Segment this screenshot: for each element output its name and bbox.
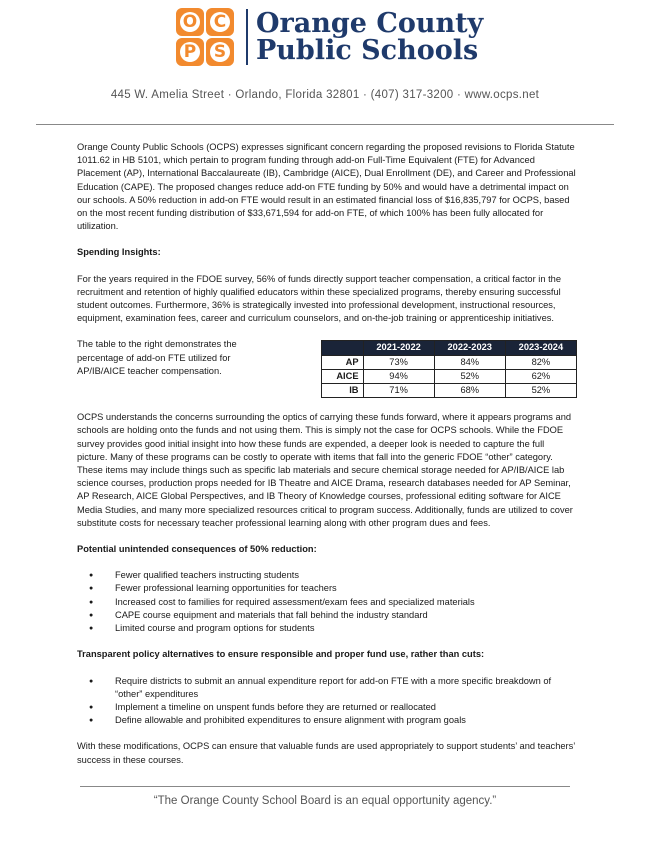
- table-row: [322, 384, 577, 398]
- table-cell: 71%: [363, 384, 434, 398]
- spending-insights-section: [77, 246, 577, 325]
- list-item: ● Implement a timeline on unspent funds before they are returned or reallocated: [115, 701, 577, 714]
- table-header-row: [322, 341, 577, 355]
- closing-paragraph: With these modifications, OCPS can ensure that valuable funds are used appropriately to support students’ and teachers’ success in these courses.: [77, 741, 576, 765]
- organization-name-line2: Public Schools: [256, 35, 479, 66]
- ocps-logo: [176, 8, 483, 66]
- list-item: ● Define allowable and prohibited expenditures to ensure alignment with program goals: [115, 714, 577, 727]
- table-header-corner: [322, 341, 364, 355]
- table-header-cell: 2023-2024: [505, 341, 576, 355]
- table-intro-text: The table to the right demonstrates the percentage of add-on FTE utilized for AP/IB/AICE teacher compensation.: [77, 339, 237, 376]
- list-item: ● Require districts to submit an annual expenditure report for add-on FTE with a more specific breakdown of “other” expenditures: [115, 675, 577, 701]
- spending-insights-text: For the years required in the FDOE survey, 56% of funds directly support teacher compensation, a critical factor in the recruitment and retention of highly qualified educators within these specialized programs, thereby ensuring successful student outcomes. Furthermore, 36% is strategically invested into professional development, instructional resources, equipment, examination fees, career and curriculum counselors, and on-the-job training or apprenticeship initiatives.: [77, 273, 562, 324]
- intro-paragraph: Orange County Public Schools (OCPS) expresses significant concern regarding the proposed revisions to Florida Statute 1011.62 in HB 5101, which pertain to program funding through add-on Full-Time Equivalent (FTE) for Advanced Placement (AP), International Baccalaureate (IB), Cambridge (AICE), Dual Enrollment (DE), and Career and Professional Education (CAPE). The proposed changes reduce add-on FTE funding by 50% and would have a detrimental impact on our schools. A 50% reduction in add-on FTE would result in an estimated financial loss of $16,835,797 for OCPS, based on the most recent funding distribution of $33,671,594 for add-on FTE, of which 100% has been fully allocated for utilization.: [77, 142, 576, 232]
- document-body: [77, 141, 577, 780]
- table-section: [77, 338, 577, 398]
- table-cell: 68%: [434, 384, 505, 398]
- table-header-cell: 2022-2023: [434, 341, 505, 355]
- compensation-table: [321, 340, 577, 398]
- logo-letter-c: C: [206, 8, 234, 36]
- table-row-label: AP: [322, 355, 364, 369]
- table-cell: 62%: [505, 369, 576, 383]
- spending-insights-heading: Spending Insights:: [77, 247, 161, 258]
- consequences-section: [77, 543, 577, 635]
- table-row-label: AICE: [322, 369, 364, 383]
- list-item: ● CAPE course equipment and materials that fall behind the industry standard: [115, 609, 577, 622]
- table-row: [322, 355, 577, 369]
- table-cell: 82%: [505, 355, 576, 369]
- table-row-label: IB: [322, 384, 364, 398]
- logo-letter-s: S: [206, 38, 234, 66]
- header-divider: [36, 124, 614, 125]
- consequences-heading: Potential unintended consequences of 50% reduction:: [77, 544, 317, 555]
- table-header-cell: 2021-2022: [363, 341, 434, 355]
- table-cell: 84%: [434, 355, 505, 369]
- table-cell: 94%: [363, 369, 434, 383]
- list-item: ● Fewer professional learning opportunities for teachers: [115, 582, 577, 595]
- organization-name: [256, 10, 483, 64]
- alternatives-section: [77, 648, 577, 727]
- table-cell: 73%: [363, 355, 434, 369]
- list-item: ● Increased cost to families for required assessment/exam fees and specialized materials: [115, 596, 577, 609]
- footer-divider: [80, 786, 570, 787]
- ocps-logo-mark: [176, 8, 234, 66]
- alternatives-heading: Transparent policy alternatives to ensure responsible and proper fund use, rather than cuts:: [77, 649, 485, 660]
- table-row: [322, 369, 577, 383]
- table-cell: 52%: [434, 369, 505, 383]
- alternatives-list: [77, 675, 577, 728]
- table-cell: 52%: [505, 384, 576, 398]
- logo-letter-o: O: [176, 8, 204, 36]
- logo-letter-p: P: [176, 38, 204, 66]
- logo-divider: [246, 9, 248, 65]
- organization-name-line1: Orange County: [256, 8, 484, 39]
- address-line: 445 W. Amelia Street · Orlando, Florida 32801 · (407) 317-3200 · www.ocps.net: [110, 89, 540, 101]
- consequences-list: [77, 569, 577, 635]
- list-item: ● Fewer qualified teachers instructing students: [115, 569, 577, 582]
- concerns-paragraph: OCPS understands the concerns surrounding the optics of carrying these funds forward, where it appears programs and schools are holding onto the funds and not using them. This is simply not the case for OCPS schools. While the FDOE survey provides good initial insight into how these funds are expended, a deeper look is needed to capture the full picture. Many of these programs can be costly to operate with items that fall into the generic FDOE “other” category. These items may include things such as specific lab materials and secure chemical storage needed for AP/IB/AICE lab science courses, production props needed for IB Theatre and AICE Drama, research databases needed for AP Seminar, AP Research, AICE Global Perspectives, and IB Theory of Knowledge courses, professional editing software for AICE Media Studies, and many more specialized resources critical to program success. Additionally, funds are utilized to cover substitute costs for necessary teacher professional learning along with other program dues and fees.: [77, 412, 573, 528]
- footer-statement: “The Orange County School Board is an equal opportunity agency.”: [153, 795, 497, 807]
- list-item: ● Limited course and program options for students: [115, 622, 577, 635]
